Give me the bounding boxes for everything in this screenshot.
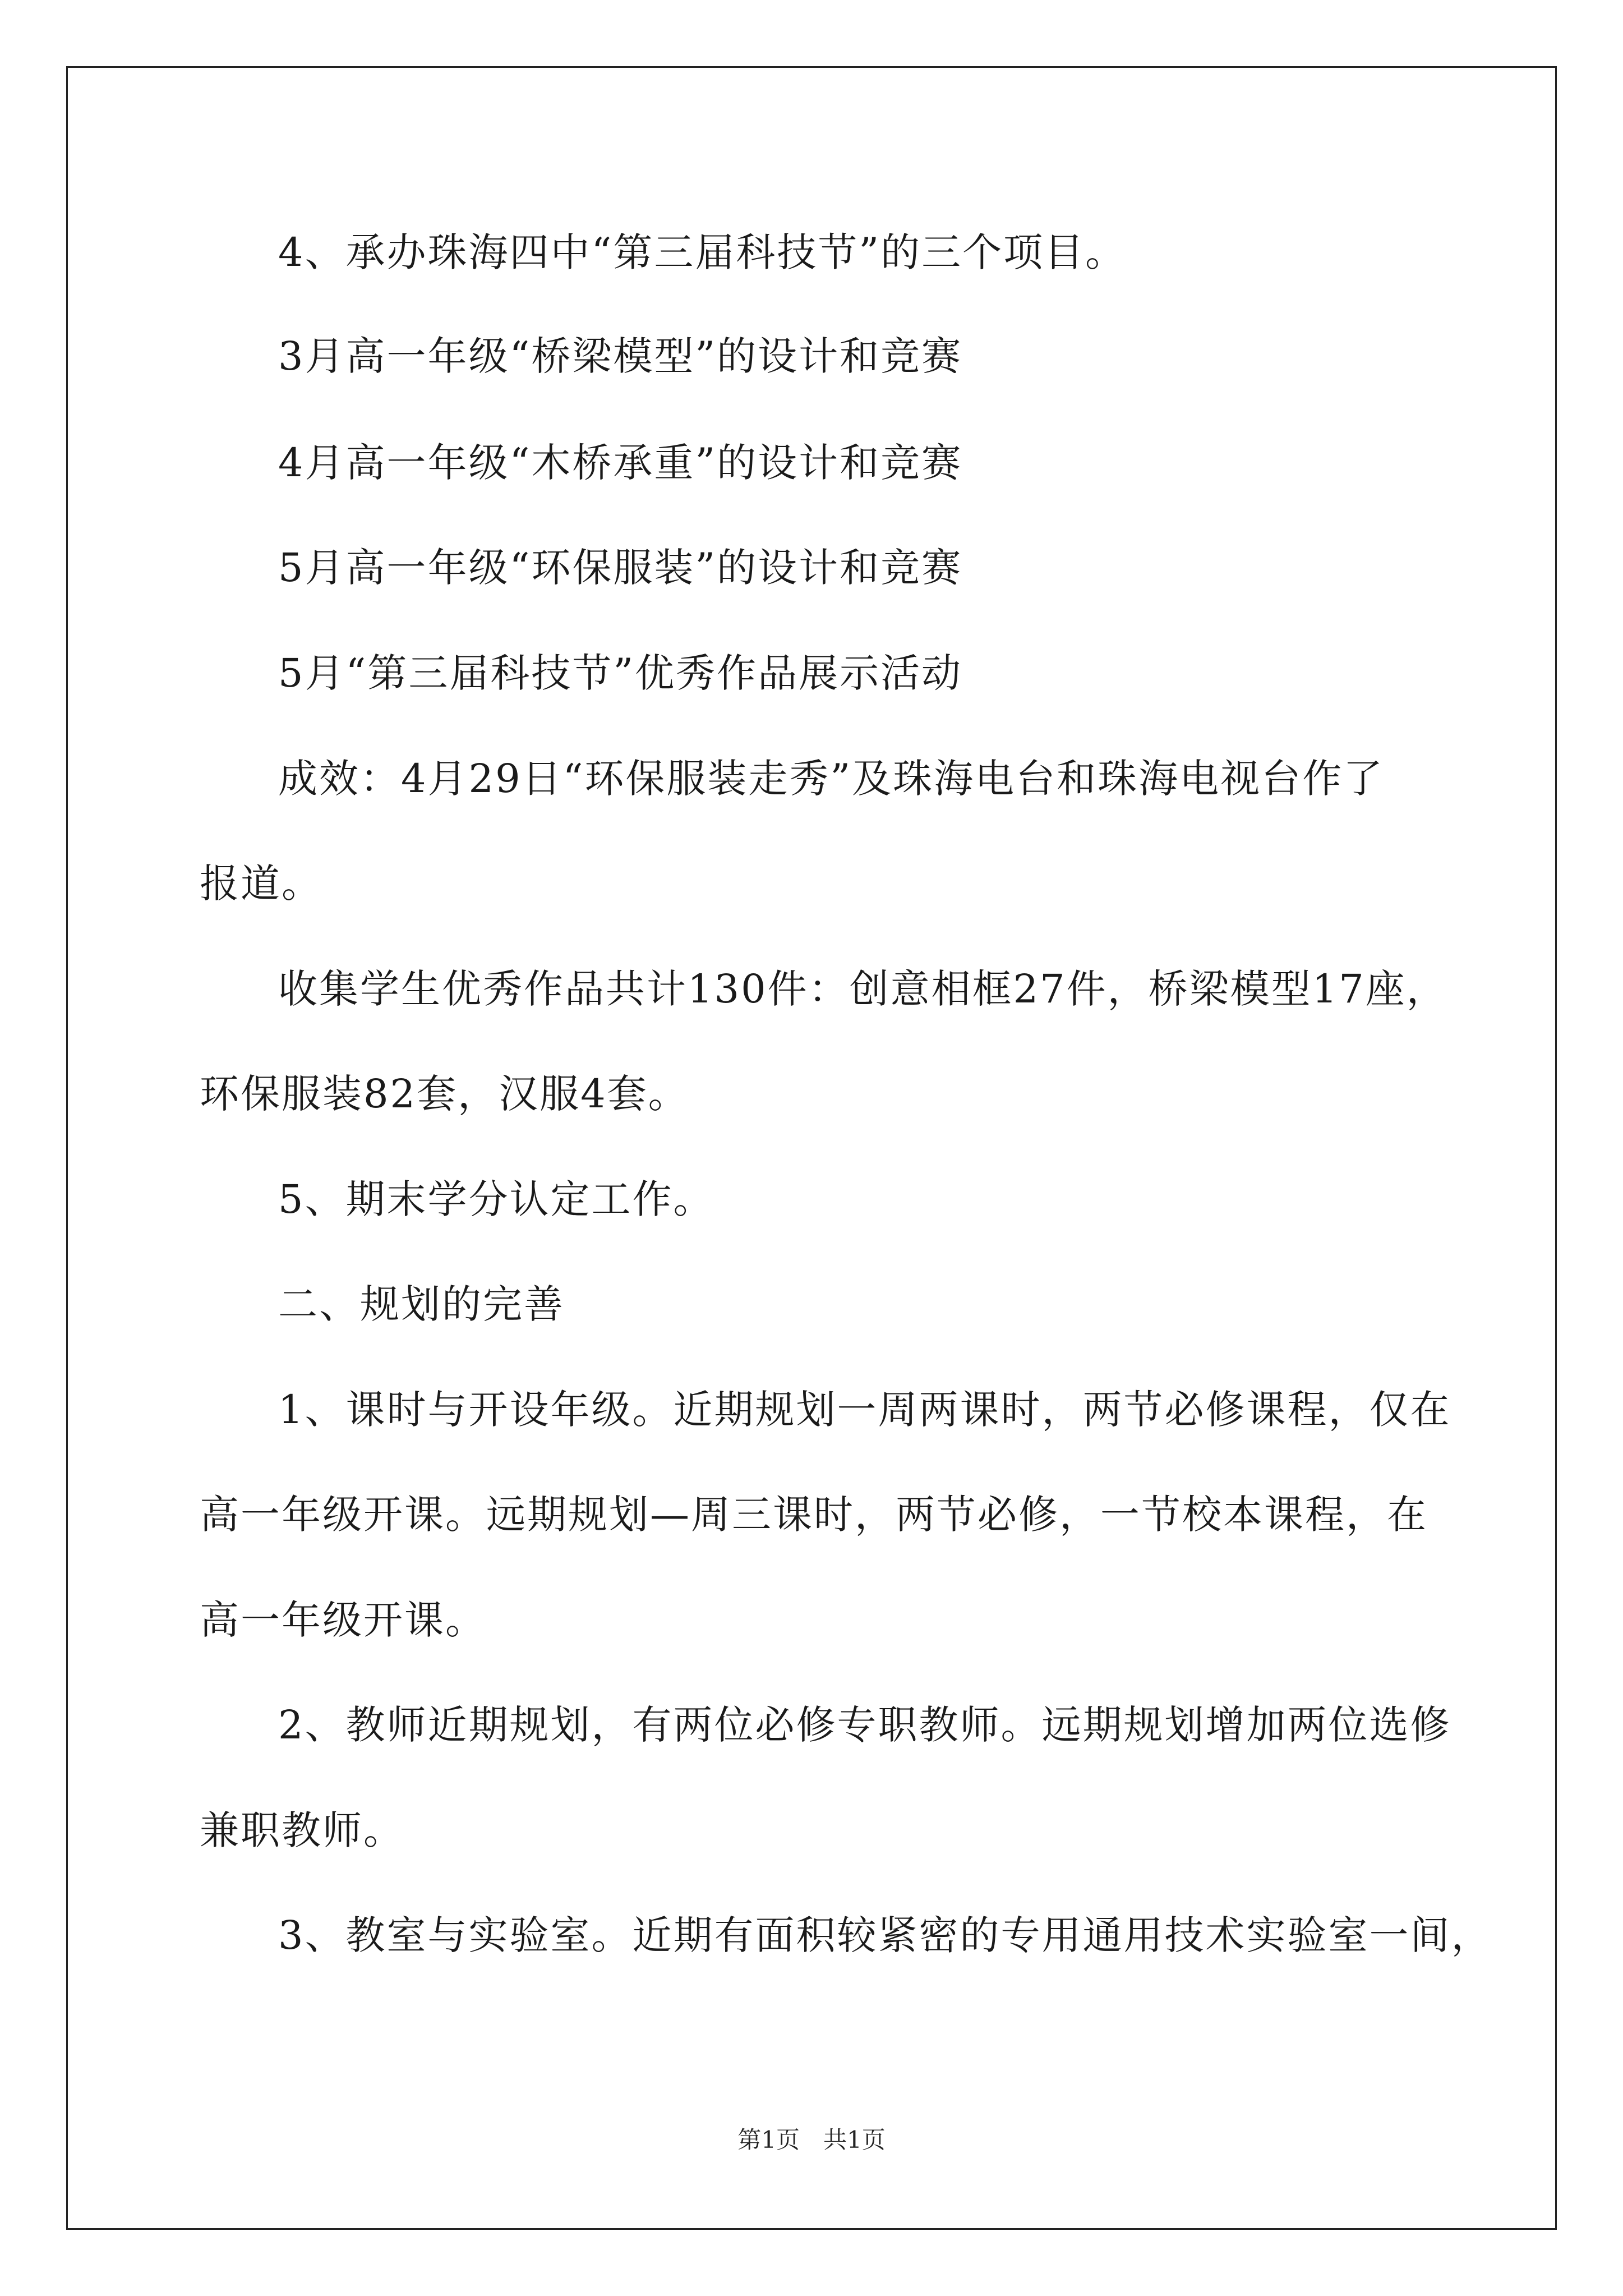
- section-heading: 二、规划的完善: [278, 1281, 565, 1327]
- paragraph-line: 高一年级开课。远期规划—周三课时，两节必修，一节校本课程，在: [200, 1492, 1428, 1538]
- paragraph-line: 成效：4月29日“环保服装走秀”及珠海电台和珠海电视台作了: [278, 756, 1385, 802]
- paragraph-line: 5、期末学分认定工作。: [278, 1176, 714, 1222]
- paragraph-line: 兼职教师。: [200, 1807, 404, 1853]
- paragraph-line: 3月高一年级“桥梁模型”的设计和竞赛: [278, 333, 963, 379]
- paragraph-line: 1、课时与开设年级。近期规划一周两课时，两节必修课程，仅在: [278, 1387, 1451, 1433]
- paragraph-line: 报道。: [200, 861, 322, 907]
- paragraph-line: 高一年级开课。: [200, 1597, 486, 1643]
- paragraph-line: 4、承办珠海四中“第三届科技节”的三个项目。: [278, 229, 1127, 275]
- paragraph-line: 3、教室与实验室。近期有面积较紧密的专用通用技术实验室一间，: [278, 1912, 1492, 1958]
- paragraph-line: 2、教师近期规划，有两位必修专职教师。远期规划增加两位选修: [278, 1702, 1451, 1748]
- page-border: [66, 66, 1557, 2230]
- paragraph-line: 4月高一年级“木桥承重”的设计和竞赛: [278, 440, 963, 486]
- paragraph-line: 5月高一年级“环保服装”的设计和竞赛: [278, 545, 963, 591]
- paragraph-line: 5月“第三届科技节”优秀作品展示活动: [278, 650, 963, 696]
- paragraph-line: 收集学生优秀作品共计130件：创意相框27件，桥梁模型17座，: [278, 966, 1447, 1012]
- page-footer: 第1页 共1页: [737, 2126, 886, 2154]
- paragraph-line: 环保服装82套，汉服4套。: [200, 1071, 689, 1117]
